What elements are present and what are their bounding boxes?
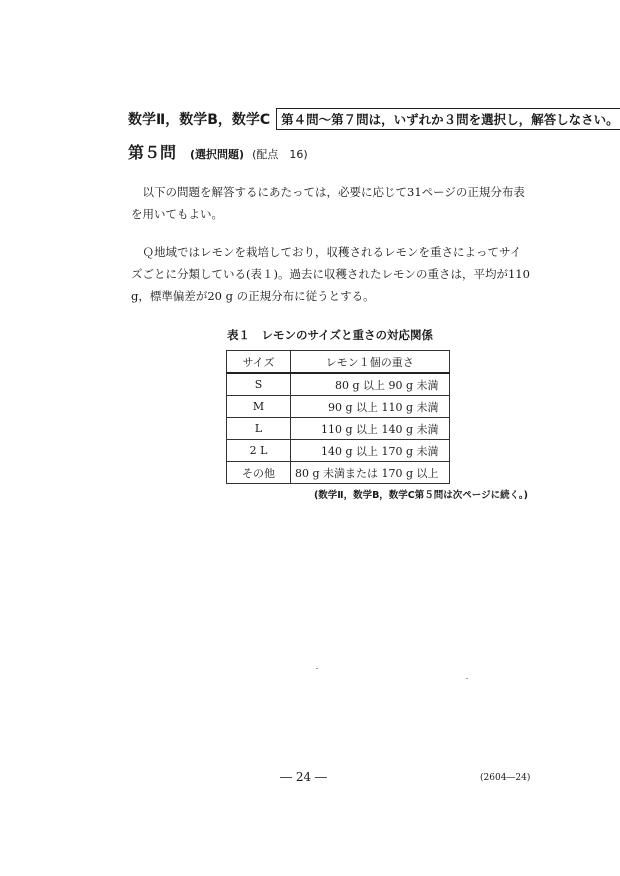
table-header-row: [227, 351, 450, 374]
page-number: ― 24 ―: [280, 770, 327, 784]
size-cell: 2 L: [227, 440, 291, 462]
scan-speck: [466, 678, 468, 679]
subject-header: [128, 108, 620, 130]
problem-paragraph: Ｑ地域ではレモンを栽培しており，収穫されるレモンを重さによってサイズごとに分類している(表１)。過去に収穫されたレモンの重さは，平均が110 g，標準偏差が20 g の正規分布に従うとする。: [131, 245, 530, 303]
table-row: [227, 440, 450, 462]
table-row: [227, 462, 450, 484]
weight-cell: 110 g 以上 140 g 未満: [291, 418, 450, 440]
table-row: [227, 396, 450, 418]
question-selection-label: (選択問題): [190, 148, 245, 161]
table-caption: 表１ レモンのサイズと重さの対応関係: [226, 328, 434, 342]
size-cell: L: [227, 418, 291, 440]
weight-cell: 90 g 以上 110 g 未満: [291, 396, 450, 418]
question-heading: [128, 140, 308, 163]
scan-speck: [316, 668, 318, 669]
size-cell: M: [227, 396, 291, 418]
question-title: 第５問: [128, 143, 177, 162]
weight-cell: 80 g 以上 90 g 未満: [291, 373, 450, 396]
continued-note: (数学Ⅱ，数学B，数学C第５問は次ページに続く。): [313, 490, 528, 501]
subject-names: 数学Ⅱ，数学B，数学C: [128, 112, 271, 128]
size-cell: S: [227, 373, 291, 396]
intro-paragraph: 以下の問題を解答するにあたっては，必要に応じて31ページの正規分布表を用いてもよい。: [131, 185, 525, 221]
table-row: [227, 418, 450, 440]
column-header-weight: レモン１個の重さ: [291, 351, 450, 374]
selection-notice-box: 第４問～第７問は，いずれか３問を選択し，解答しなさい。: [276, 108, 620, 130]
table-row: [227, 373, 450, 396]
page-code: (2604―24): [480, 773, 531, 783]
weight-cell: 140 g 以上 170 g 未満: [291, 440, 450, 462]
size-cell: その他: [227, 462, 291, 484]
weight-cell: 80 g 未満または 170 g 以上: [291, 462, 450, 484]
question-points: (配点 16): [252, 148, 308, 161]
column-header-size: サイズ: [227, 351, 291, 374]
lemon-size-table: [226, 350, 450, 484]
